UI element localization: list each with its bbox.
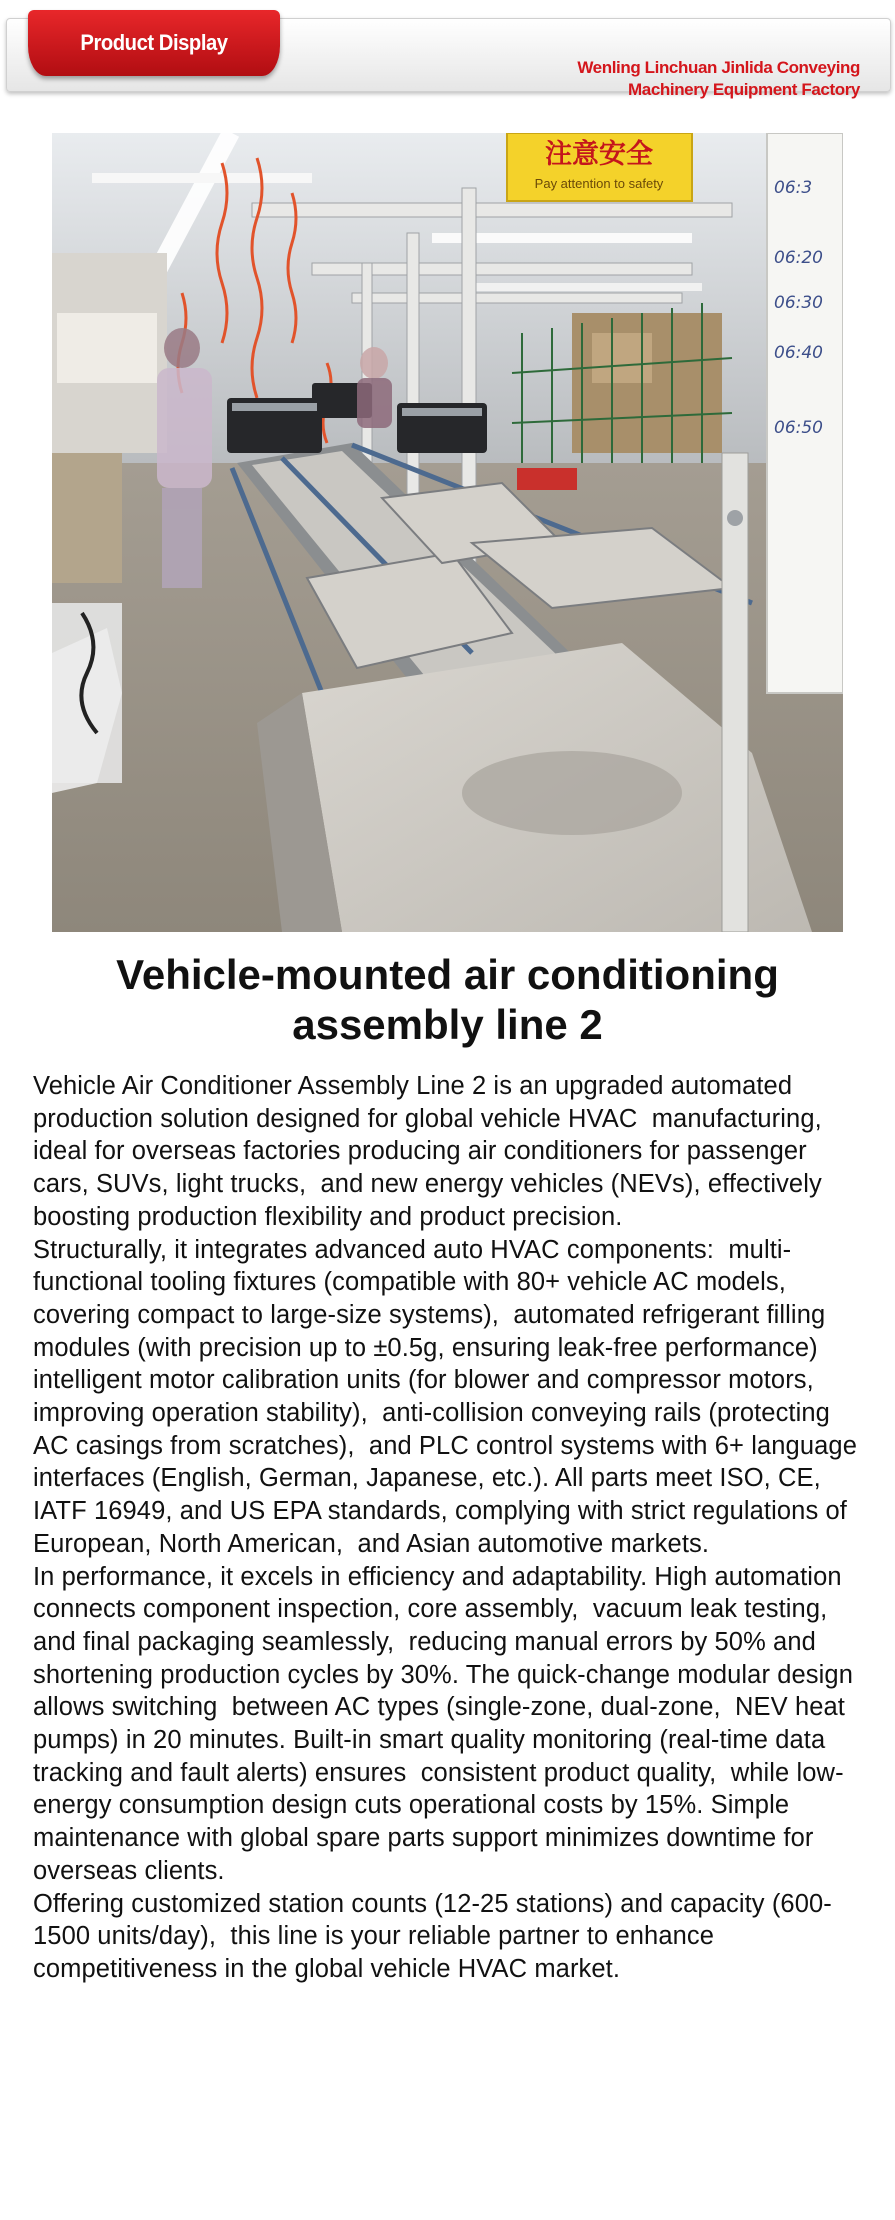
board-note-1: 06:3 bbox=[774, 178, 813, 198]
safety-sign-en: Pay attention to safety bbox=[534, 176, 664, 191]
description-paragraph-intro: Vehicle Air Conditioner Assembly Line 2 is an upgraded automated production solution designed for global vehicle HVAC manufacturing, ideal for overseas factories producing air conditioners for passenger cars, SUVs, light trucks, and new energy vehicles (NEVs), effectively boosting production flexibility and product precision. bbox=[33, 1072, 830, 1231]
description-paragraph-structure: Structurally, it integrates advanced auto HVAC components: multi-functional tooling fixtures (compatible with 80+ vehicle AC models, covering compact to large-size systems), automated refrigerant filling modules (with precision up to ±0.5g, ensuring leak-free performance) intelligent motor calibration units (for blower and compressor motors, improving operation stability), anti-collision conveying rails (protecting AC casings from scratches), and PLC control systems with 6+ language interfaces (English, German, Japanese, etc.). All parts meet ISO, CE, IATF 16949, and US EPA standards, complying with strict regulations of European, North American, and Asian automotive markets. bbox=[33, 1235, 865, 1558]
description-paragraph-offer: Offering customized station counts (12-25 stations) and capacity (600-1500 units/day), this line is your reliable partner to enhance competitiveness in the global vehicle HVAC market. bbox=[33, 1889, 832, 1983]
description-paragraph-performance: In performance, it excels in efficiency and adaptability. High automation connects component inspection, core assembly, vacuum leak testing, and final packaging seamlessly, reducing manual errors by 50% and shortening production cycles by 30%. The quick-change modular design allows switching between AC types (single-zone, dual-zone, NEV heat pumps) in 20 minutes. Built-in smart quality monitoring (real-time data tracking and fault alerts) ensures consistent product quality, while low-energy consumption design cuts operational costs by 15%. Simple maintenance with global spare parts support minimizes downtime for overseas clients. bbox=[33, 1562, 861, 1885]
product-title-line2: assembly line 2 bbox=[292, 1001, 603, 1048]
product-description bbox=[33, 1070, 868, 1986]
product-photo bbox=[52, 133, 843, 932]
product-title bbox=[20, 950, 875, 1050]
company-name bbox=[577, 57, 860, 101]
company-name-line1: Wenling Linchuan Jinlida Conveying bbox=[577, 58, 860, 77]
company-name-line2: Machinery Equipment Factory bbox=[628, 80, 860, 99]
board-note-2: 06:20 bbox=[774, 248, 823, 268]
product-display-tab bbox=[28, 10, 280, 76]
board-note-4: 06:40 bbox=[774, 343, 823, 363]
board-note-3: 06:30 bbox=[774, 293, 823, 313]
header-banner bbox=[0, 0, 895, 100]
product-display-label: Product Display bbox=[80, 30, 228, 55]
board-note-5: 06:50 bbox=[774, 418, 823, 438]
safety-sign-cn: 注意安全 bbox=[545, 139, 653, 170]
product-title-line1: Vehicle-mounted air conditioning bbox=[116, 951, 779, 998]
